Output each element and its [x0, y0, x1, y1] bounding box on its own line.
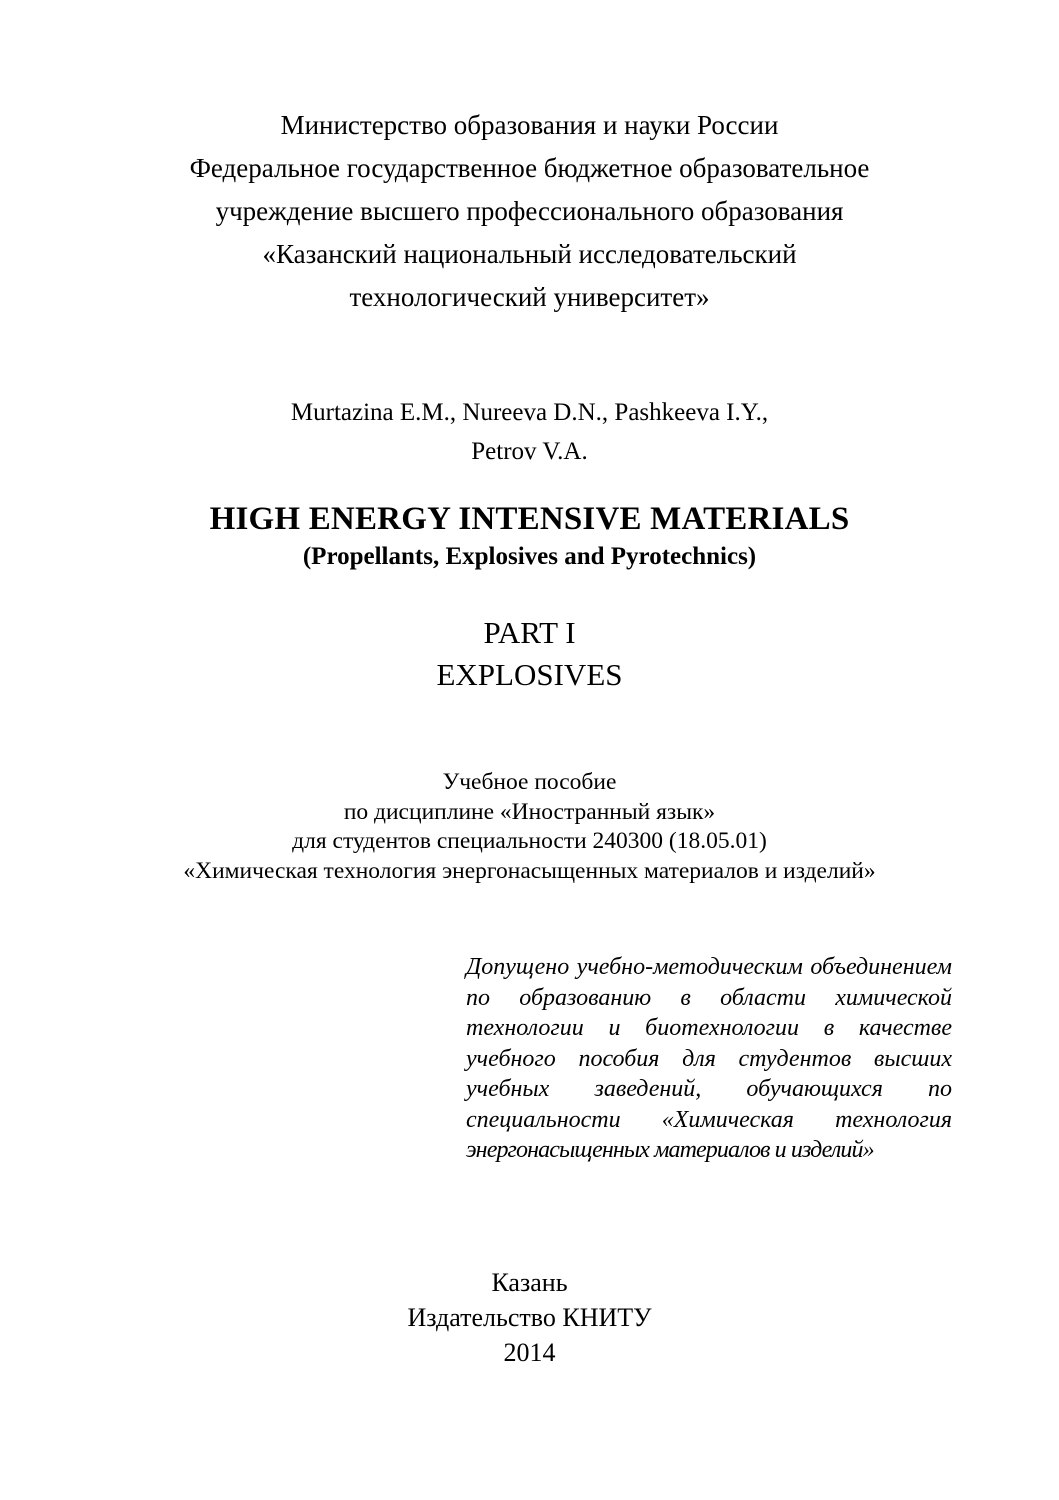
imprint-year: 2014 [503, 1338, 556, 1367]
part-heading [0, 612, 1059, 696]
institution-line: технологический университет» [349, 282, 710, 312]
purpose-line: для студентов специальности 240300 (18.05.01) [292, 828, 767, 854]
approval-line: учебных заведений, обучающихся по [466, 1076, 952, 1102]
approval-line: технологии и биотехнологии в качестве [466, 1015, 952, 1041]
institution-line: учреждение высшего профессионального образования [215, 196, 844, 226]
purpose-line: по дисциплине «Иностранный язык» [343, 798, 716, 825]
authors-line: Petrov V.A. [471, 438, 588, 465]
approval-line: энергонасыщенных материалов и изделий» [466, 1137, 874, 1163]
institution-line: Федеральное государственное бюджетное образовательное [189, 153, 870, 183]
approval-note [466, 952, 952, 1166]
imprint [0, 1265, 1059, 1370]
approval-line: учебного пособия для студентов высших [466, 1045, 952, 1072]
purpose-statement [0, 768, 1059, 886]
institution-header [0, 104, 1059, 319]
purpose-line: «Химическая технология энергонасыщенных материалов и изделий» [183, 857, 876, 884]
approval-line: специальности «Химическая технология [466, 1106, 952, 1133]
purpose-line: Учебное пособие [442, 769, 617, 795]
institution-line: «Казанский национальный исследовательский [262, 239, 797, 269]
approval-line: Допущено учебно-методическим объединением [466, 954, 952, 980]
book-subtitle [0, 540, 1059, 574]
approval-line: по образованию в области химической [466, 984, 952, 1011]
institution-line: Министерство образования и науки России [280, 110, 779, 140]
authors [0, 393, 1059, 471]
authors-line: Murtazina E.M., Nureeva D.N., Pashkeeva I.Y., [290, 399, 769, 426]
part-number: PART I [483, 615, 576, 650]
part-name: EXPLOSIVES [436, 657, 623, 692]
book-subtitle-text: (Propellants, Explosives and Pyrotechnics) [302, 543, 757, 570]
book-title-text: HIGH ENERGY INTENSIVE MATERIALS [209, 501, 850, 537]
imprint-city: Казань [491, 1268, 568, 1297]
imprint-publisher: Издательство КНИТУ [407, 1303, 652, 1332]
book-title [0, 498, 1059, 540]
